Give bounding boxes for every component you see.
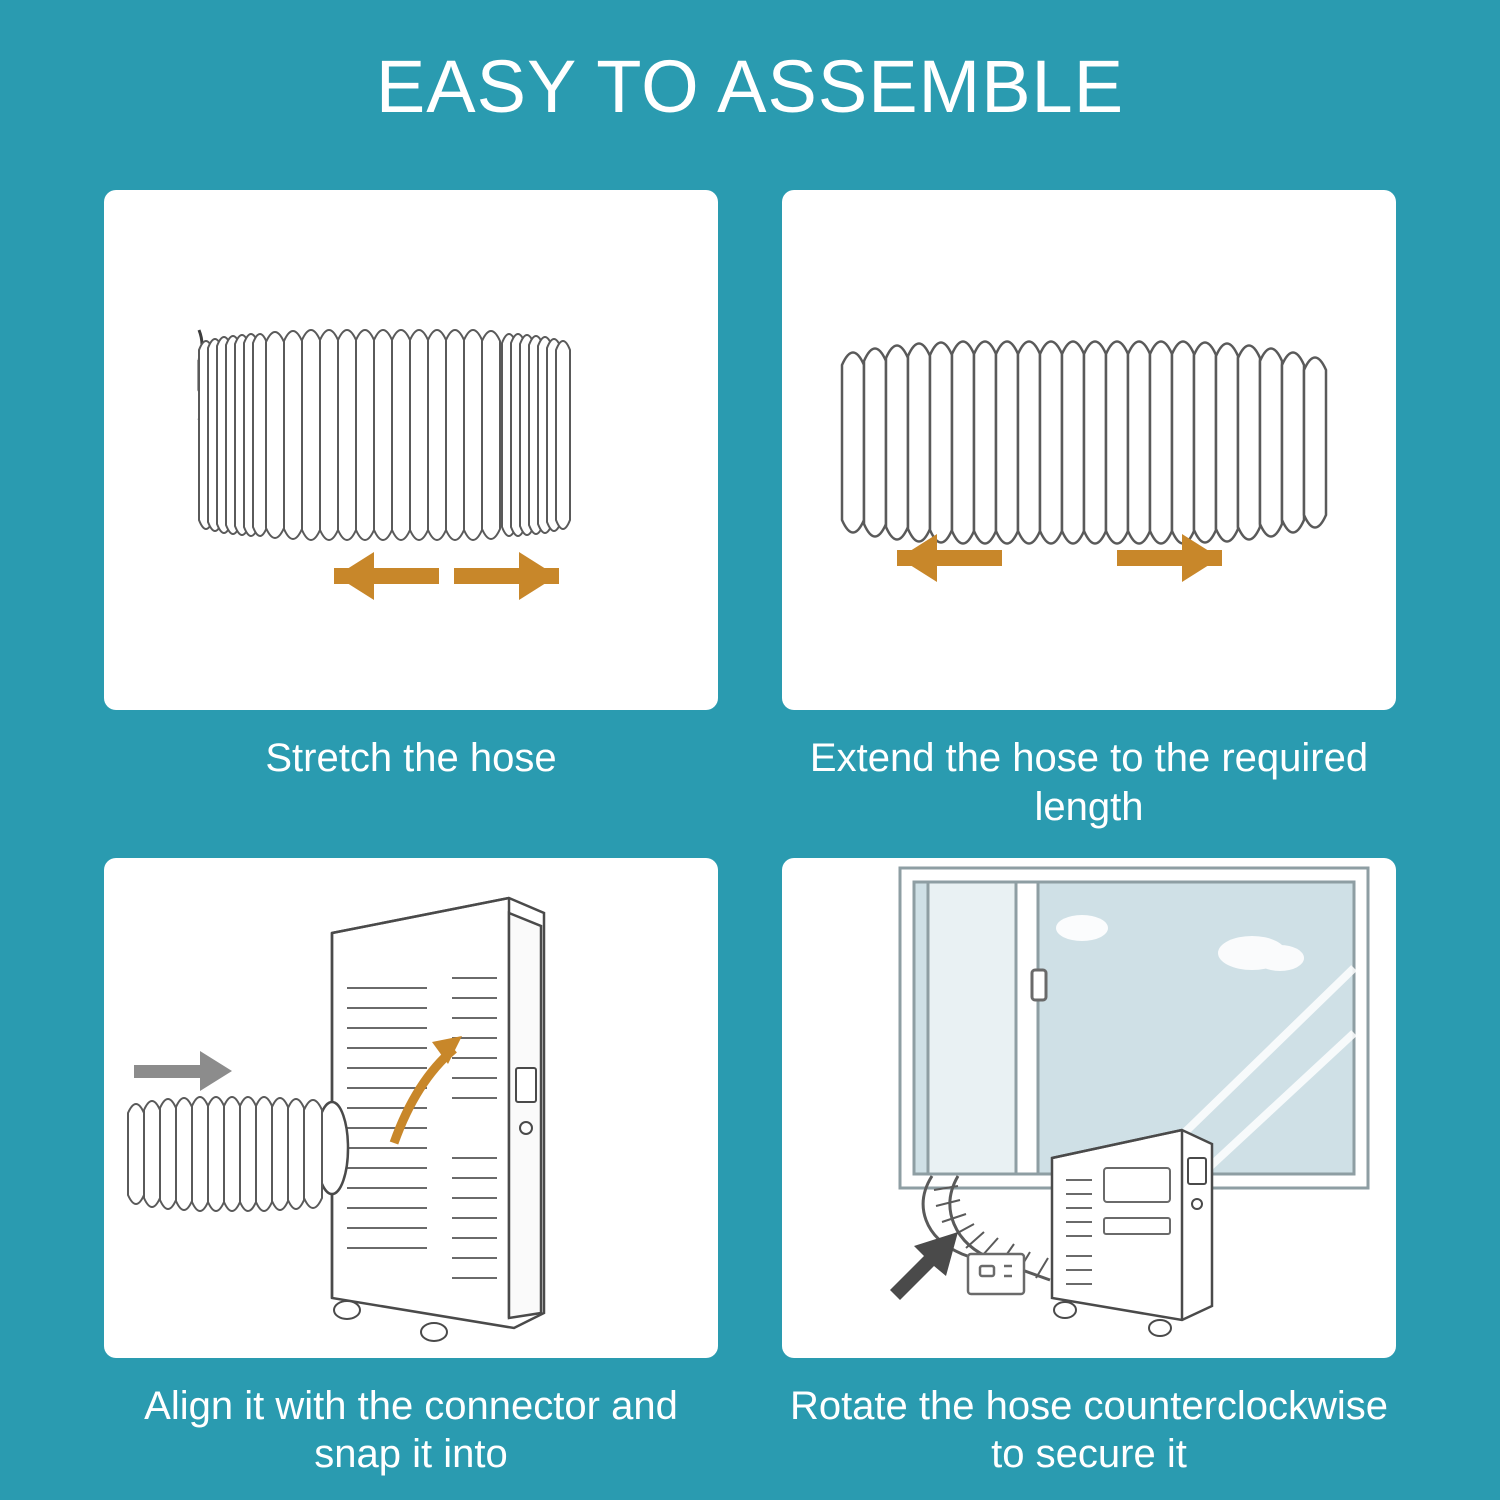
arrow-right-gray <box>134 1051 232 1091</box>
page-title: EASY TO ASSEMBLE <box>375 45 1125 128</box>
step-3-illustration-panel <box>104 858 718 1358</box>
extended-hose-illustration <box>782 190 1396 710</box>
arrow-up-right-dark <box>890 1232 958 1300</box>
step-2-illustration-panel <box>782 190 1396 710</box>
arrow-right-gold <box>454 552 559 600</box>
step-4-illustration-panel <box>782 858 1396 1358</box>
step-1-caption: Stretch the hose <box>265 736 557 780</box>
steps-grid <box>0 190 1500 1479</box>
step-2-caption: Extend the hose to the required length <box>809 736 1369 829</box>
arrow-left-gold <box>334 552 439 600</box>
compressed-hose-illustration <box>104 190 718 710</box>
step-1-illustration-panel <box>104 190 718 710</box>
ac-at-window-illustration <box>782 858 1396 1358</box>
step-4-caption: Rotate the hose counterclockwise to secure it <box>789 1383 1389 1477</box>
step-card-4 <box>750 858 1500 1480</box>
ac-unit-hose-align-illustration <box>104 858 718 1358</box>
step-3-caption: Align it with the connector and snap it into <box>144 1383 678 1477</box>
step-card-3 <box>0 858 750 1480</box>
step-card-2 <box>750 190 1500 832</box>
step-card-1 <box>0 190 750 832</box>
